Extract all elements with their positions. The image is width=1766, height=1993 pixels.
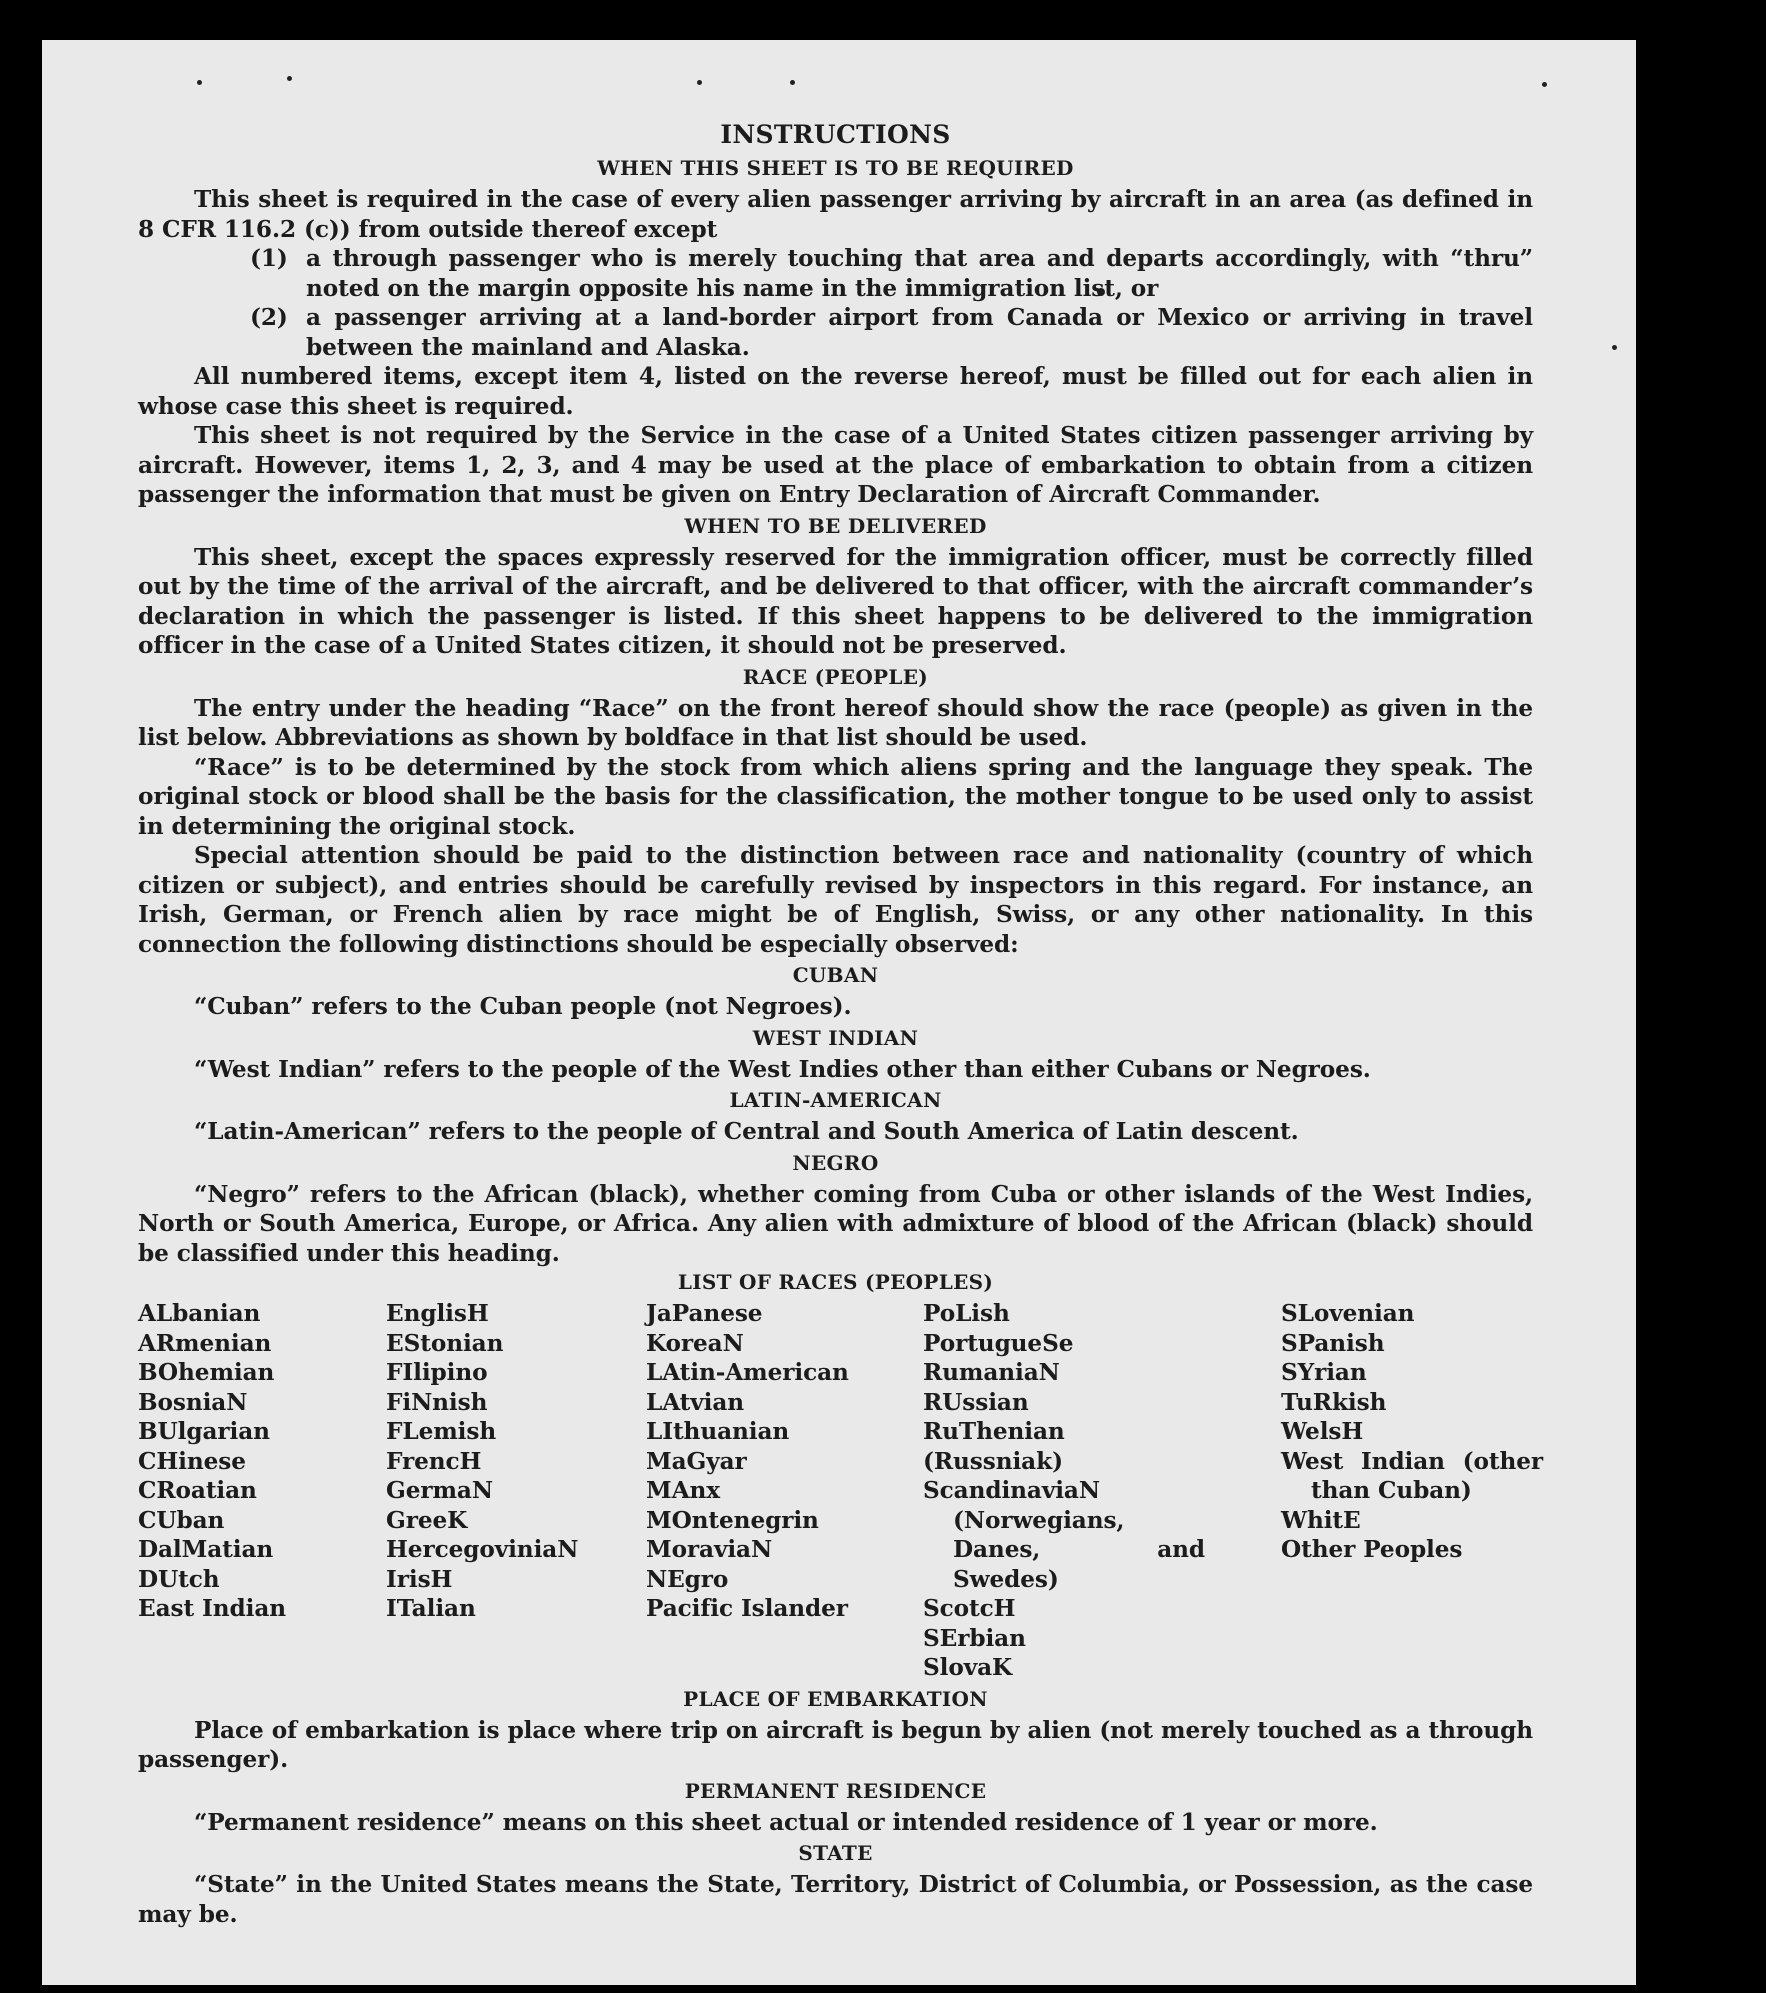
races-column [646, 1299, 923, 1683]
section-heading-state: STATE [798, 1841, 873, 1865]
race-entry: IrisH [386, 1565, 453, 1593]
race-entry: CRoatian [138, 1477, 257, 1504]
page-speck [1542, 82, 1547, 87]
races-column [138, 1299, 386, 1683]
race-entry: RuThenian (Russniak) [923, 1418, 1065, 1475]
page-speck [287, 76, 292, 81]
race-entry: JaPanese [646, 1300, 763, 1327]
race-entry: SPanish [1281, 1329, 1385, 1357]
race-entry: WelsH [1281, 1418, 1364, 1445]
instructions-body [138, 118, 1543, 1929]
race-entry: MoraviaN [646, 1536, 773, 1563]
race-entry: PortugueSe [923, 1329, 1074, 1357]
race-entry: ScandinaviaN (Norwegians, Danes, and Swedes) [923, 1477, 1205, 1593]
embarkation-definition: Place of embarkation is place where trip on aircraft is begun by alien (not merely touched as a through passenger). [138, 1716, 1533, 1773]
race-entry: GermaN [386, 1477, 493, 1504]
exception-item [250, 303, 1533, 362]
races-column [923, 1299, 1205, 1683]
race-entry: FrencH [386, 1447, 482, 1475]
race-paragraph: The entry under the heading “Race” on the front hereof should show the race (people) as given in the list below. Abbreviations as shown by boldface in that list should be used. [138, 694, 1533, 751]
race-entry: East Indian [138, 1595, 287, 1622]
race-entry: SErbian [923, 1624, 1026, 1652]
race-entry: ScotcH [923, 1595, 1016, 1622]
west-indian-definition: “West Indian” refers to the people of the West Indies other than either Cubans or Negroes. [194, 1055, 1371, 1083]
race-entry: HercegoviniaN [386, 1536, 579, 1563]
section-heading-cuban: CUBAN [792, 963, 879, 987]
latin-american-definition: “Latin-American” refers to the people of Central and South America of Latin descent. [194, 1118, 1299, 1145]
required-paragraph: All numbered items, except item 4, listed on the reverse hereof, must be filled out for each alien in whose case this sheet is required. [138, 363, 1533, 420]
exception-number: (2) [250, 304, 288, 331]
race-entry: FLemish [386, 1418, 497, 1445]
race-entry: BOhemian [138, 1359, 275, 1386]
section-heading-negro: NEGRO [792, 1150, 879, 1175]
race-entry: MAnx [646, 1477, 720, 1504]
document-page [42, 40, 1636, 1985]
race-paragraph: “Race” is to be determined by the stock from which aliens spring and the language they speak. The original stock or blood shall be the basis for the classification, the mother tongue to be used only to assist in determining the original stock. [138, 753, 1533, 840]
race-entry: GreeK [386, 1506, 468, 1534]
page-speck [1612, 345, 1617, 350]
exception-number: (1) [250, 245, 288, 272]
race-entry: SLovenian [1281, 1300, 1415, 1327]
race-entry: EStonian [386, 1329, 504, 1357]
race-entry: KoreaN [646, 1329, 744, 1357]
state-definition: “State” in the United States means the State, Territory, District of Columbia, or Possession, as the case may be. [138, 1871, 1533, 1928]
race-entry: ALbanian [138, 1300, 261, 1327]
race-entry: FIlipino [386, 1359, 488, 1386]
required-paragraph: This sheet is not required by the Service in the case of a United States citizen passenger arriving by aircraft. However, items 1, 2, 3, and 4 may be used at the place of embarkation to obtain from a citizen passenger the information that must be given on Entry Declaration of Aircraft Commander. [138, 422, 1533, 508]
section-heading-embarkation: PLACE OF EMBARKATION [683, 1686, 988, 1711]
race-entry: DUtch [138, 1565, 220, 1593]
section-heading-race: RACE (PEOPLE) [742, 664, 929, 689]
race-entry: SlovaK [923, 1654, 1013, 1681]
required-intro: This sheet is required in the case of every alien passenger arriving by aircraft in an area (as defined in 8 CFR 116.2 (c)) from outside thereof except [138, 186, 1533, 243]
races-column [1281, 1299, 1543, 1683]
race-entry: LAtvian [646, 1388, 745, 1416]
section-heading-races-list: LIST OF RACES (PEOPLES) [677, 1270, 994, 1294]
race-entry: EnglisH [386, 1300, 489, 1327]
page-speck [790, 80, 795, 85]
race-entry: ITalian [386, 1595, 476, 1622]
exception-item [250, 244, 1533, 303]
exception-text: a through passenger who is merely touching that area and departs accordingly, with “thru” noted on the margin opposite his name in the immigration list, or [306, 245, 1533, 302]
delivered-paragraph: This sheet, except the spaces expressly reserved for the immigration officer, must be correctly filled out by the time of the arrival of the aircraft, and be delivered to that officer, with the aircraft commander’s declaration in which the passenger is listed. If this sheet happens to be delivered to the immigration officer in the case of a United States citizen, it should not be preserved. [138, 543, 1533, 659]
section-heading-latin-american: LATIN-AMERICAN [729, 1088, 942, 1112]
race-entry: SYrian [1281, 1359, 1367, 1386]
section-heading-required: WHEN THIS SHEET IS TO BE REQUIRED [597, 156, 1074, 180]
race-entry: CHinese [138, 1447, 246, 1475]
race-entry: LAtin-American [646, 1359, 849, 1386]
race-entry: RUssian [923, 1388, 1029, 1416]
section-heading-delivered: WHEN TO BE DELIVERED [684, 513, 987, 538]
race-entry: West Indian (other than Cuban) [1281, 1447, 1543, 1504]
races-column [386, 1299, 646, 1683]
negro-definition: “Negro” refers to the African (black), whether coming from Cuba or other islands of the West Indies, North or South America, Europe, or Africa. Any alien with admixture of blood of the African (black) should be classified under this heading. [138, 1180, 1533, 1267]
exception-text: a passenger arriving at a land-border airport from Canada or Mexico or arriving in travel between the mainland and Alaska. [306, 304, 1533, 361]
page-speck [197, 80, 202, 85]
race-entry: BUlgarian [138, 1418, 270, 1445]
race-entry: Other Peoples [1281, 1536, 1463, 1563]
races-list [138, 1299, 1543, 1683]
race-entry: FiNnish [386, 1388, 488, 1416]
page-speck [697, 80, 702, 85]
race-entry: DalMatian [138, 1536, 274, 1563]
page-title: INSTRUCTIONS [720, 120, 951, 149]
race-entry: BosniaN [138, 1388, 248, 1416]
race-paragraph: Special attention should be paid to the distinction between race and nationality (country of which citizen or subject), and entries should be carefully revised by inspectors in this regard. For instance, an Irish, German, or French alien by race might be of English, Swiss, or any other nationality. In this connection the following distinctions should be especially observed: [138, 842, 1533, 958]
race-entry: MaGyar [646, 1447, 747, 1475]
residence-definition: “Permanent residence” means on this sheet actual or intended residence of 1 year or more. [194, 1808, 1378, 1836]
race-entry: CUban [138, 1506, 225, 1534]
race-entry: MOntenegrin [646, 1506, 819, 1534]
race-entry: Pacific Islander [646, 1595, 848, 1622]
race-entry: RumaniaN [923, 1359, 1060, 1386]
race-entry: TuRkish [1281, 1388, 1387, 1416]
section-heading-residence: PERMANENT RESIDENCE [684, 1778, 987, 1803]
race-entry: PoLish [923, 1300, 1010, 1327]
section-heading-west-indian: WEST INDIAN [752, 1025, 919, 1050]
race-entry: LIthuanian [646, 1418, 790, 1445]
cuban-definition: “Cuban” refers to the Cuban people (not Negroes). [194, 993, 852, 1020]
race-entry: WhitE [1281, 1506, 1361, 1534]
race-entry: NEgro [646, 1565, 729, 1593]
race-entry: ARmenian [138, 1329, 272, 1357]
